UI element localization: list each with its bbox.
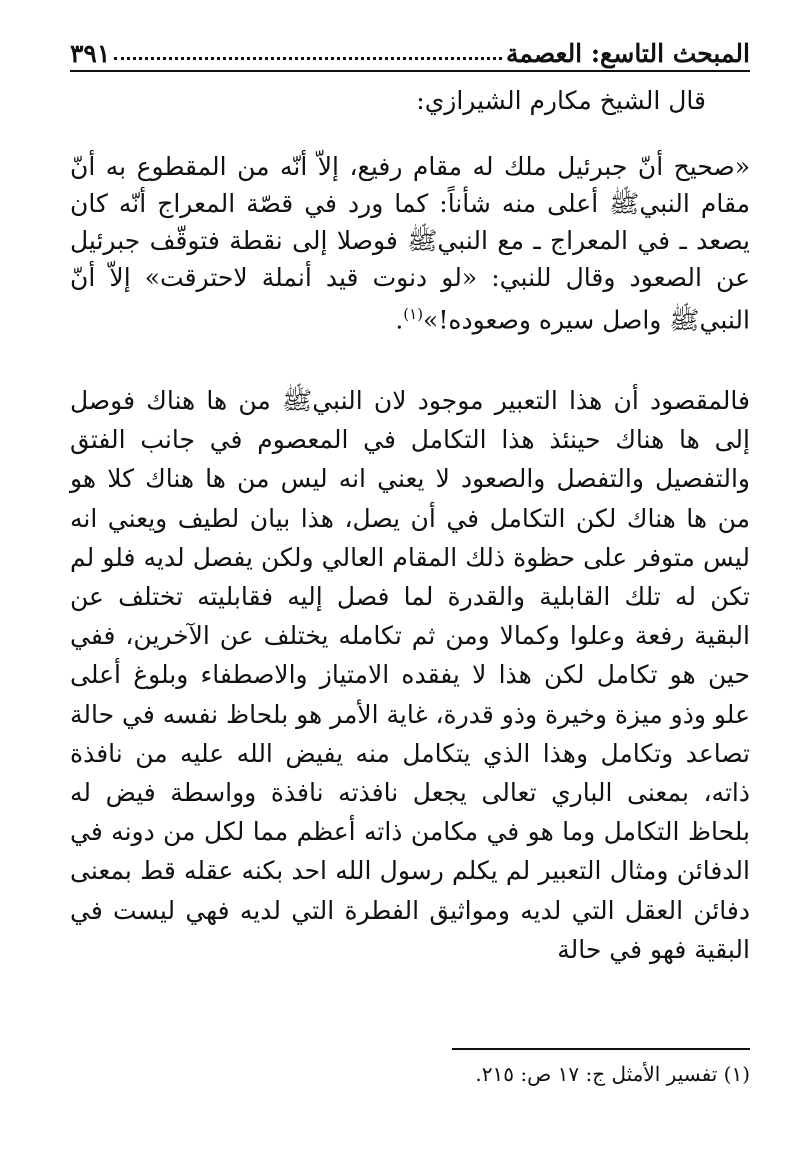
body-paragraph — [70, 381, 750, 969]
quote-end: . — [395, 305, 404, 335]
page-number: ٣٩١ — [70, 39, 111, 68]
quote-paragraph — [70, 148, 750, 338]
footnote: (١) تفسير الأمثل ج: ١٧ ص: ٢١٥. — [475, 1062, 750, 1086]
page-header — [70, 22, 750, 66]
intro-line: قال الشيخ مكارم الشيرازي: — [416, 86, 706, 115]
header-rule — [70, 70, 750, 72]
body-text: فالمقصود أن هذا التعبير موجود لان النبيﷺ من ها هناك فوصل إلى ها هناك حينئذ هذا التكامل في المعصوم في جانب الفتق والتفصيل والتفصل والصعود لا يعني انه ليس من ها هناك كلا هو من ها هناك لكن التكامل في أن يصل، هذا بيان لطيف ويعني انه ليس متوفر على حظوة ذلك المقام العالي ولكن يفصل لديه فلو لم تكن له تلك القابلية والقدرة لما فصل إليه فقابليته تختلف عن البقية رفعة وعلوا وكمالا ومن ثم تكامله يختلف عن الآخرين، ففي حين هو تكامل لكن هذا لا يفقده الامتياز والاصطفاء وبلوغ أعلى علو وذو ميزة وخيرة وذو قدرة، غاية الأمر هو بلحاظ نفسه في حالة تصاعد وتكامل وهذا الذي يتكامل منه يفيض الله عليه من نافذة ذاته، بمعنى الباري تعالى يجعل نافذته نافذة وواسطة فيض له بلحاظ التكامل وما هو في مكامن ذاته أعظم مما لكل من دونه في الدفائن ومثال التعبير لم يكلم رسول الله احد بكنه عقله قط بمعنى دفائن العقل التي لديه ومواثيق الفطرة التي لديه فهي ليست في البقية فهو في حالة — [70, 386, 750, 964]
footnote-reference: (١) — [403, 305, 424, 323]
header-leader-dots — [114, 57, 502, 60]
chapter-title: المبحث التاسع: العصمة — [505, 39, 750, 68]
quote-text: «صحيح أنّ جبرئيل ملك له مقام رفيع، إلاّ أنّه من المقطوع به أنّ مقام النبيﷺ أعلى منه شأناً: كما ورد في قصّة المعراج أنّه كان يصعد ـ في المعراج ـ مع النبيﷺ فوصلا إلى نقطة فتوقّف جبرئيل عن الصعود وقال للنبي: «لو دنوت قيد أنملة لاحترقت» إلاّ أنّ النبيﷺ واصل سيره وصعوده!» — [70, 152, 750, 335]
footnote-rule — [452, 1048, 750, 1050]
